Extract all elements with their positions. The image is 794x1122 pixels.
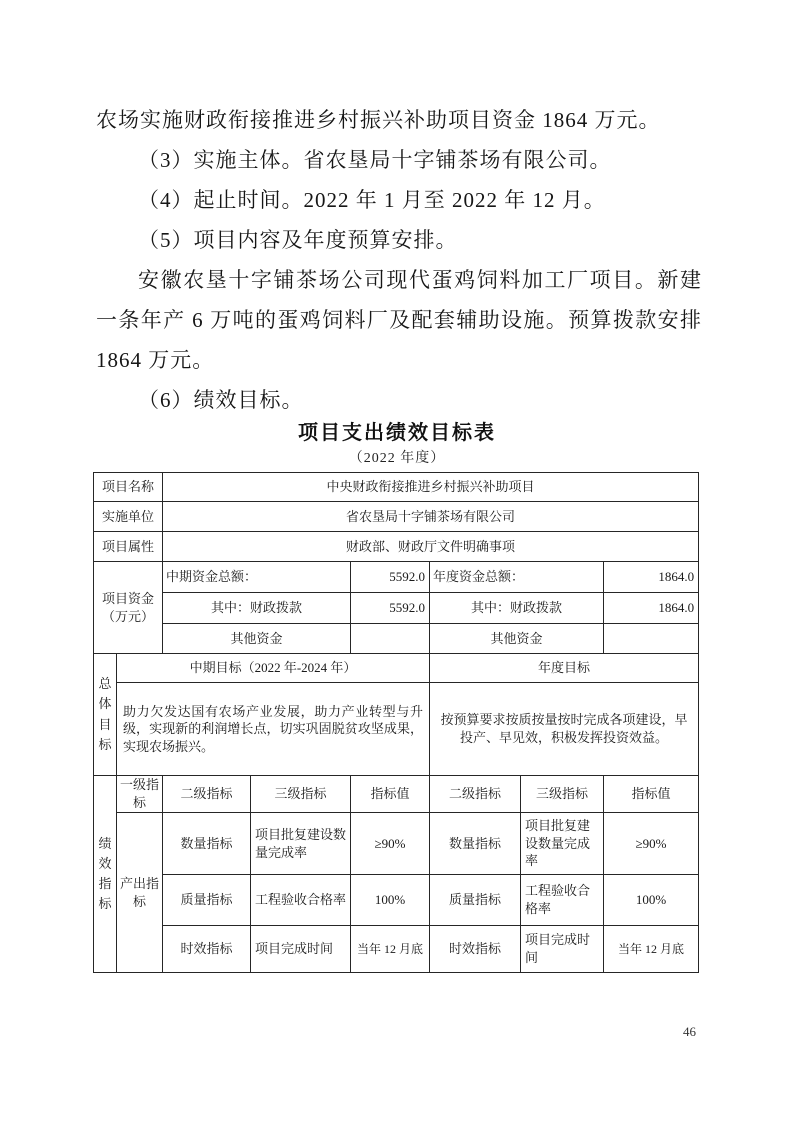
- indicator-l2: 质量指标: [163, 875, 251, 926]
- mid-other-value: [351, 624, 430, 654]
- funds-label-line2: （万元）: [102, 608, 155, 624]
- indicator-l2: 数量指标: [163, 813, 251, 875]
- level1-header: 一级指标: [117, 776, 163, 813]
- year-goal-text: 按预算要求按质按量按时完成各项建设，早投产、早见效，积极发挥投资效益。: [430, 683, 699, 776]
- year-other-value: [604, 624, 699, 654]
- indicator-value-annual: 100%: [604, 875, 699, 926]
- paragraph-continuation: 农场实施财政衔接推进乡村振兴补助项目资金 1864 万元。: [96, 108, 661, 132]
- level3-header: 三级指标: [251, 776, 351, 813]
- mid-fiscal-label: 其中：财政拨款: [163, 593, 351, 624]
- mid-total-label: 中期资金总额：: [163, 562, 351, 593]
- indicator-l3: 项目完成时间: [251, 926, 351, 973]
- page-number: 46: [683, 1024, 696, 1039]
- indicator-l2-annual: 时效指标: [430, 926, 521, 973]
- mid-goal-text: 助力欠发达国有农场产业发展，助力产业转型与升级，实现新的利润增长点，切实巩固脱贫攻坚成果，实现农场振兴。: [117, 683, 430, 776]
- mid-total-value: 5592.0: [351, 562, 430, 593]
- indicator-value: 100%: [351, 875, 430, 926]
- paragraph-project-desc: 安徽农垦十字铺茶场公司现代蛋鸡饲料加工厂项目。新建一条年产 6 万吨的蛋鸡饲料厂及配套辅助设施。预算拨款安排 1864 万元。: [96, 268, 702, 372]
- performance-label: 绩效指标: [94, 776, 117, 973]
- indicator-l2-annual: 质量指标: [430, 875, 521, 926]
- indicator-l2-annual: 数量指标: [430, 813, 521, 875]
- indicator-l2: 时效指标: [163, 926, 251, 973]
- indicator-value: ≥90%: [351, 813, 430, 875]
- level2-header-annual: 二级指标: [430, 776, 521, 813]
- paragraph-item-3: （3）实施主体。省农垦局十字铺茶场有限公司。: [138, 148, 612, 172]
- indicator-value: 当年 12 月底: [351, 926, 430, 973]
- body-text: [96, 100, 702, 420]
- indicator-l3-annual: 项目批复建设数量完成率: [521, 813, 604, 875]
- year-goal-header: 年度目标: [430, 654, 699, 683]
- level3-header-annual: 三级指标: [521, 776, 604, 813]
- project-name-label: 项目名称: [94, 473, 163, 502]
- project-attr-label: 项目属性: [94, 532, 163, 562]
- year-fiscal-label: 其中：财政拨款: [430, 593, 604, 624]
- value-header-annual: 指标值: [604, 776, 699, 813]
- mid-other-label: 其他资金: [163, 624, 351, 654]
- indicator-value-annual: ≥90%: [604, 813, 699, 875]
- mid-goal-header: 中期目标（2022 年-2024 年）: [117, 654, 430, 683]
- year-total-value: 1864.0: [604, 562, 699, 593]
- indicator-l3: 项目批复建设数量完成率: [251, 813, 351, 875]
- indicator-l3-annual: 项目完成时间: [521, 926, 604, 973]
- paragraph-item-5: （5）项目内容及年度预算安排。: [138, 228, 458, 252]
- funds-label-line1: 项目资金: [102, 590, 155, 606]
- level1-value: 产出指标: [117, 813, 163, 973]
- year-total-label: 年度资金总额：: [430, 562, 604, 593]
- indicator-l3-annual: 工程验收合格率: [521, 875, 604, 926]
- table-title: 项目支出绩效目标表: [298, 422, 496, 444]
- project-attr-value: 财政部、财政厅文件明确事项: [163, 532, 699, 562]
- indicator-value-annual: 当年 12 月底: [604, 926, 699, 973]
- implement-unit-value: 省农垦局十字铺茶场有限公司: [163, 502, 699, 532]
- overall-goal-label: 总体目标: [94, 654, 117, 776]
- paragraph-item-6: （6）绩效目标。: [138, 388, 304, 412]
- table-subtitle: （2022 年度）: [348, 451, 446, 466]
- performance-target-table: [93, 472, 699, 973]
- project-name-value: 中央财政衔接推进乡村振兴补助项目: [163, 473, 699, 502]
- level2-header: 二级指标: [163, 776, 251, 813]
- implement-unit-label: 实施单位: [94, 502, 163, 532]
- mid-fiscal-value: 5592.0: [351, 593, 430, 624]
- year-fiscal-value: 1864.0: [604, 593, 699, 624]
- funds-label: [94, 562, 163, 654]
- paragraph-item-4: （4）起止时间。2022 年 1 月至 2022 年 12 月。: [138, 188, 606, 212]
- year-other-label: 其他资金: [430, 624, 604, 654]
- value-header: 指标值: [351, 776, 430, 813]
- indicator-l3: 工程验收合格率: [251, 875, 351, 926]
